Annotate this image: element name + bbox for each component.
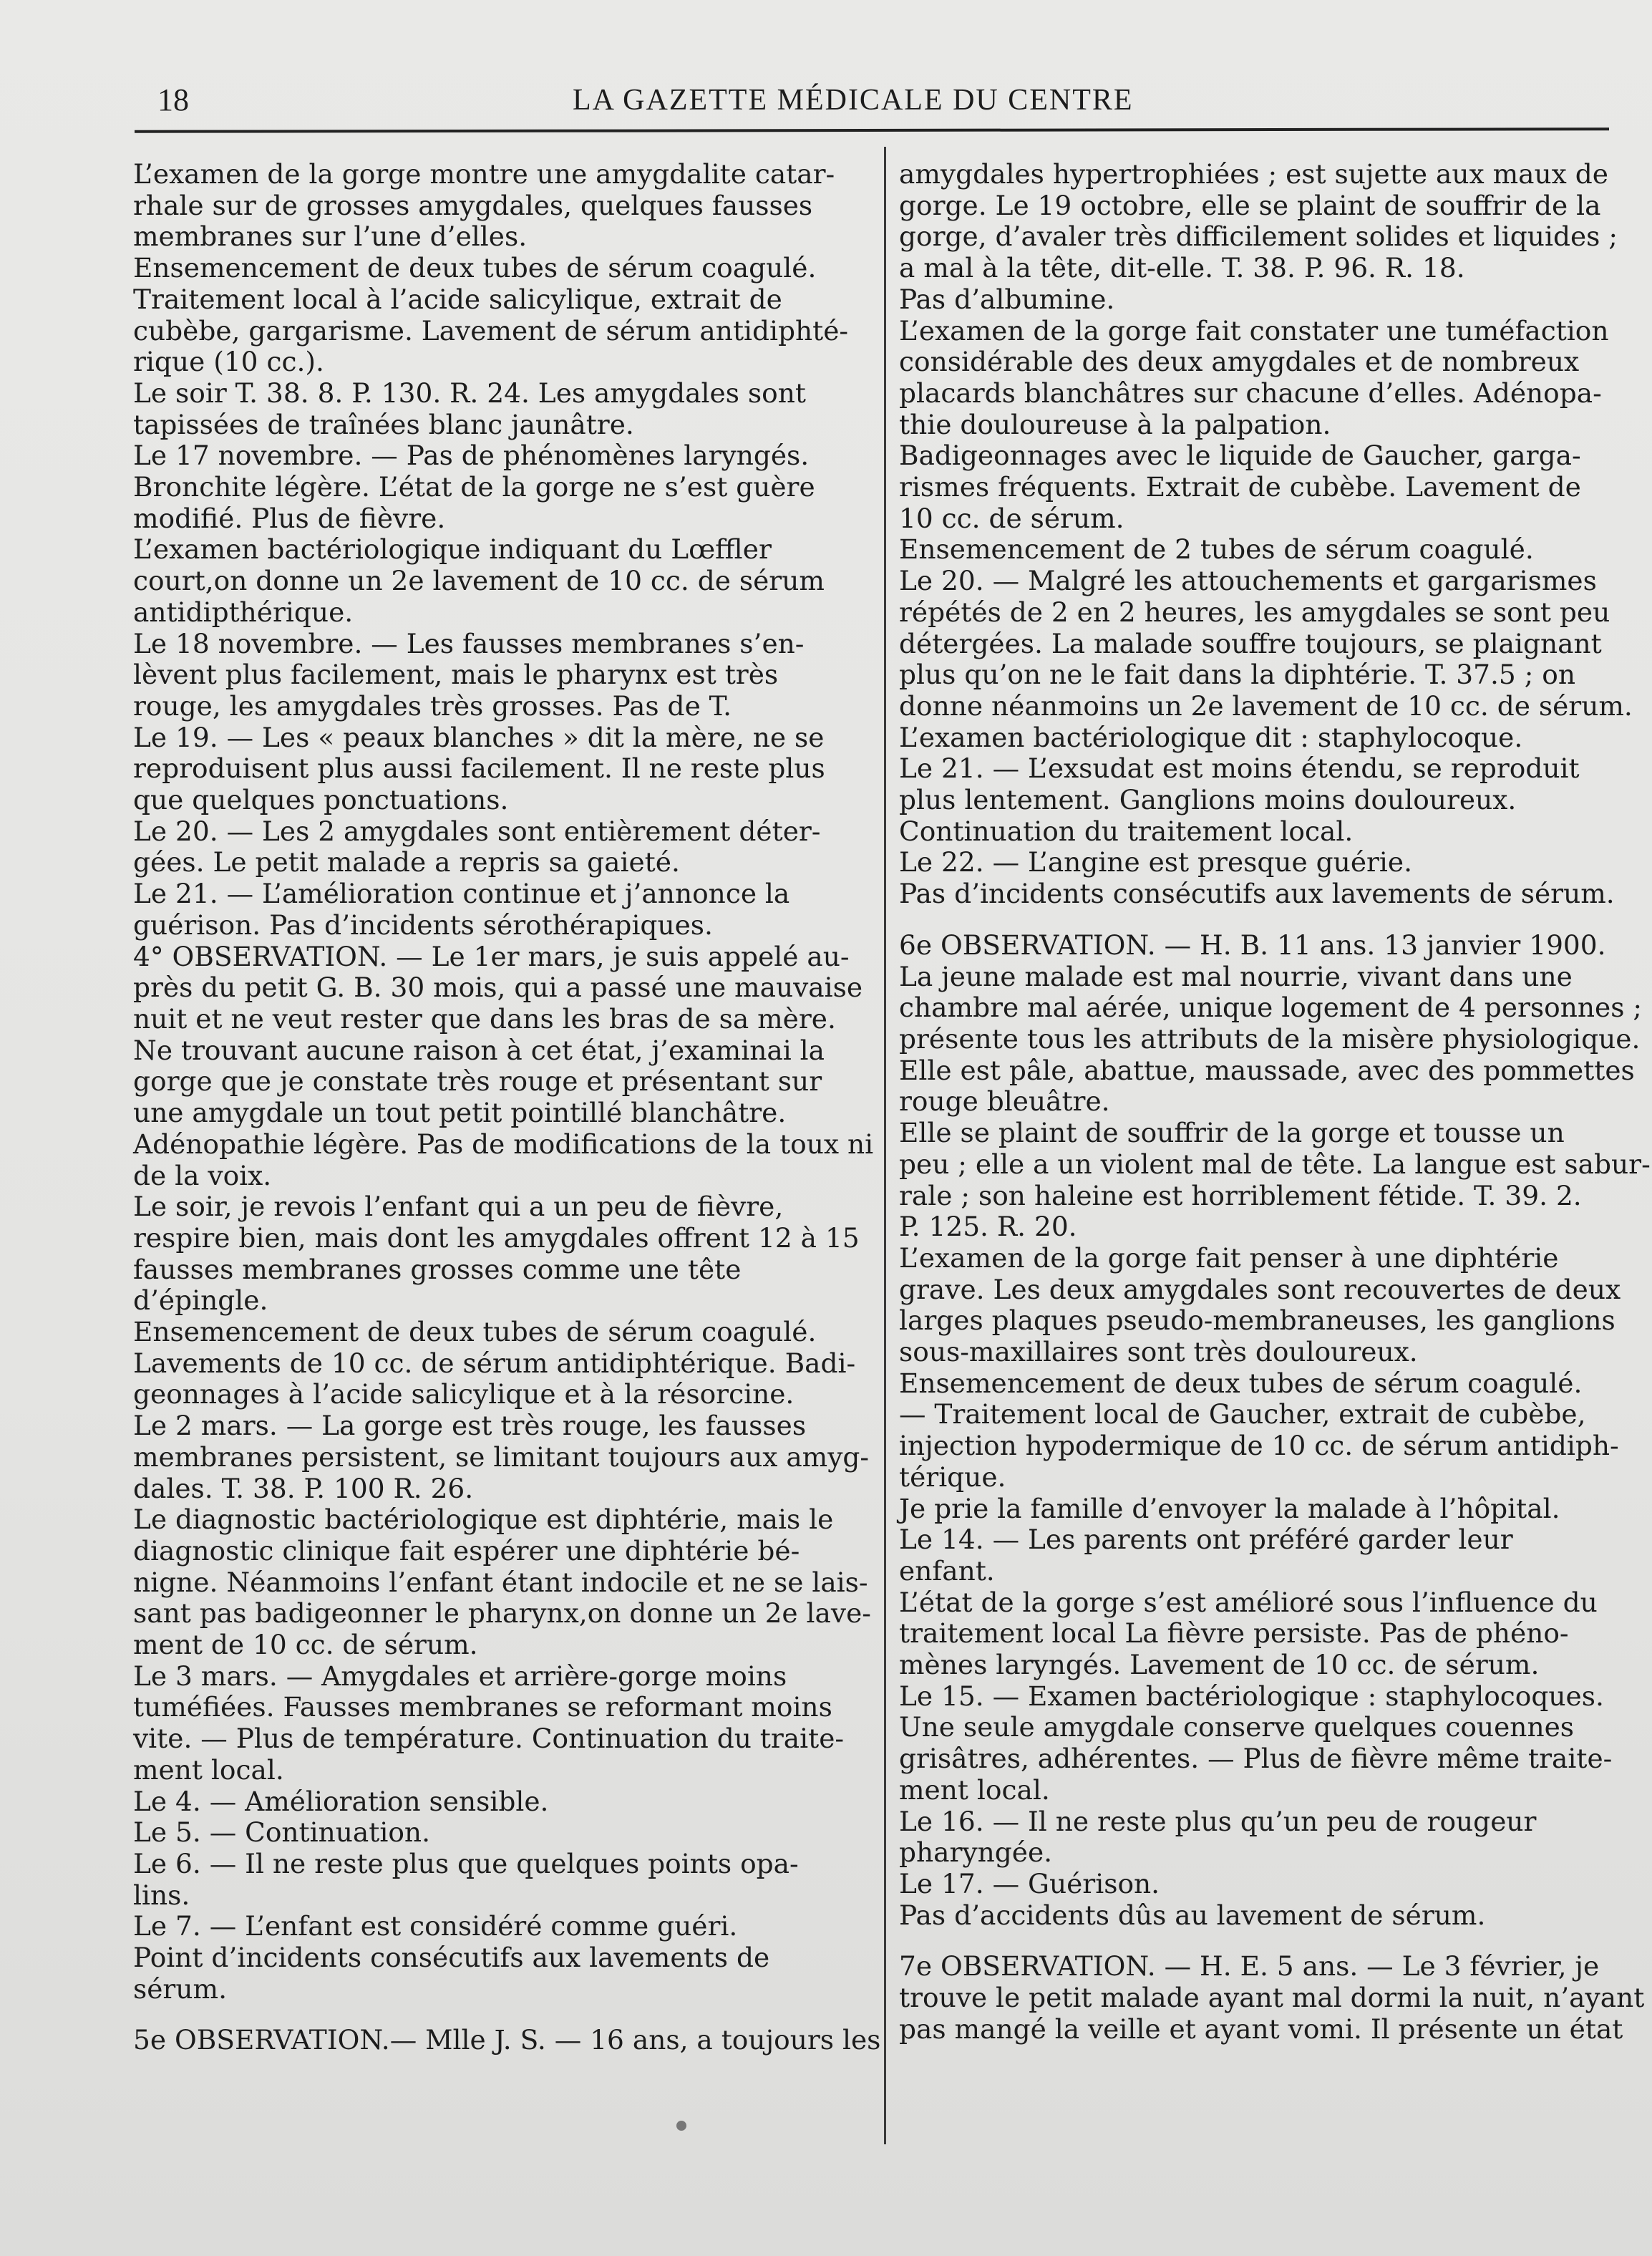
text-line: pharyngée.: [899, 1836, 1053, 1869]
text-line: respire bien, mais dont les amygdales offrent 12 à 15: [133, 1221, 860, 1254]
text-line: grisâtres, adhérentes. — Plus de fièvre même traite-: [899, 1743, 1613, 1775]
text-line: Badigeonnages avec le liquide de Gaucher, garga-: [899, 440, 1581, 472]
text-line: Je prie la famille d’envoyer la malade à l’hôpital.: [899, 1492, 1560, 1524]
text-line: injection hypodermique de 10 cc. de sérum antidiph-: [899, 1430, 1619, 1462]
text-line: fausses membranes grosses comme une tête: [133, 1253, 742, 1285]
text-line: traitement local La fièvre persiste. Pas de phéno-: [899, 1617, 1569, 1650]
page-number: 18: [157, 82, 189, 117]
text-line: Point d’incidents consécutifs aux lavements de: [133, 1942, 770, 1974]
text-line: peu ; elle a un violent mal de tête. La langue est sabur-: [899, 1148, 1651, 1180]
text-line: lins.: [133, 1879, 190, 1911]
text-line: Ensemencement de deux tubes de sérum coagulé.: [133, 252, 817, 284]
text-line: térique.: [899, 1461, 1006, 1493]
text-line: Continuation du traitement local.: [899, 815, 1354, 847]
text-line: pas mangé la veille et ayant vomi. Il présente un état: [899, 2013, 1623, 2045]
text-line: L’examen bactériologique indiquant du Lœffler: [133, 533, 772, 566]
text-line: vite. — Plus de température. Continuation du traite-: [133, 1723, 845, 1755]
text-line: donne néanmoins un 2e lavement de 10 cc. de sérum.: [899, 689, 1633, 722]
text-line: gorge que je constate très rouge et présentant sur: [133, 1065, 822, 1098]
text-line: Le 14. — Les parents ont préféré garder leur: [899, 1524, 1513, 1556]
ink-spot: [676, 2121, 686, 2131]
text-line: Le 6. — Il ne reste plus que quelques points opa-: [133, 1847, 799, 1879]
running-title: LA GAZETTE MÉDICALE DU CENTRE: [573, 84, 1134, 117]
text-line: diagnostic clinique fait espérer une diphtérie bé-: [133, 1534, 800, 1567]
text-line: rouge, les amygdales très grosses. Pas de T.: [133, 689, 732, 722]
text-line: — Traitement local de Gaucher, extrait de cubèbe,: [899, 1398, 1586, 1430]
text-line: Le 4. — Amélioration sensible.: [133, 1785, 549, 1817]
text-line: plus qu’on ne le fait dans la diphtérie. T. 37.5 ; on: [899, 659, 1575, 691]
text-line: nuit et ne veut rester que dans les bras de sa mère.: [133, 1002, 836, 1035]
text-line: tuméfiées. Fausses membranes se reformant moins: [133, 1691, 832, 1723]
text-line: a mal à la tête, dit-elle. T. 38. P. 96. R. 18.: [899, 252, 1465, 284]
text-line: Le 20. — Les 2 amygdales sont entièrement déter-: [133, 815, 821, 847]
text-line: détergées. La malade souffre toujours, se plaignant: [899, 627, 1602, 659]
text-line: gorge, d’avaler très difficilement solides et liquides ;: [899, 221, 1618, 253]
text-line: de la voix.: [133, 1159, 272, 1191]
text-line: que quelques ponctuations.: [133, 784, 509, 816]
text-line: Le 7. — L’enfant est considéré comme guéri.: [133, 1910, 738, 1942]
text-line: Le 5. — Continuation.: [133, 1816, 430, 1849]
text-line: La jeune malade est mal nourrie, vivant dans une: [899, 960, 1573, 992]
text-line: sant pas badigeonner le pharynx,on donne un 2e lave-: [133, 1597, 871, 1630]
text-line: ment de 10 cc. de sérum.: [133, 1629, 478, 1661]
text-line: près du petit G. B. 30 mois, qui a passé une mauvaise: [133, 972, 863, 1004]
text-line: guérison. Pas d’incidents sérothérapiques.: [133, 909, 713, 941]
text-line: Ne trouvant aucune raison à cet état, j’examinai la: [133, 1034, 825, 1066]
text-line: d’épingle.: [133, 1284, 268, 1317]
text-line: ment local.: [133, 1753, 284, 1786]
text-line: plus lentement. Ganglions moins douloureux.: [899, 784, 1517, 816]
right-column: [899, 158, 1651, 2045]
text-line: 6e OBSERVATION. — H. B. 11 ans. 13 janvier 1900.: [899, 929, 1606, 961]
page-header: [129, 77, 1603, 135]
text-line: grave. Les deux amygdales sont recouvertes de deux: [899, 1273, 1621, 1305]
text-line: Pas d’albumine.: [899, 283, 1115, 315]
text-line: Elle se plaint de souffrir de la gorge et tousse un: [899, 1117, 1565, 1149]
text-line: L’examen de la gorge fait penser à une diphtérie: [899, 1241, 1559, 1274]
text-line: dales. T. 38. P. 100 R. 26.: [133, 1472, 474, 1504]
text-line: lèvent plus facilement, mais le pharynx est très: [133, 659, 779, 691]
text-line: Une seule amygdale conserve quelques couennes: [899, 1711, 1575, 1743]
text-line: L’examen bactériologique dit : staphylocoque.: [899, 721, 1523, 753]
text-line: Le soir, je revois l’enfant qui a un peu de fièvre,: [133, 1191, 784, 1223]
text-line: 7e OBSERVATION. — H. E. 5 ans. — Le 3 février, je: [899, 1950, 1600, 1983]
text-line: Traitement local à l’acide salicylique, extrait de: [133, 283, 782, 315]
text-line: Le soir T. 38. 8. P. 130. R. 24. Les amygdales sont: [133, 377, 806, 409]
text-line: répétés de 2 en 2 heures, les amygdales se sont peu: [899, 596, 1610, 628]
text-line: trouve le petit malade ayant mal dormi la nuit, n’ayant: [899, 1982, 1645, 2014]
text-line: geonnages à l’acide salicylique et à la résorcine.: [133, 1378, 795, 1410]
text-line: considérable des deux amygdales et de nombreux: [899, 346, 1580, 378]
text-line: larges plaques pseudo-membraneuses, les ganglions: [899, 1304, 1615, 1337]
text-line: Le 19. — Les « peaux blanches » dit la mère, ne se: [133, 721, 825, 753]
text-line: Le 15. — Examen bactériologique : staphylocoques.: [899, 1680, 1604, 1712]
text-line: Adénopathie légère. Pas de modifications de la toux ni: [133, 1128, 874, 1160]
text-line: ment local.: [899, 1773, 1050, 1806]
text-line: membranes persistent, se limitant toujours aux amyg-: [133, 1441, 870, 1473]
text-line: court,on donne un 2e lavement de 10 cc. de sérum: [133, 565, 825, 597]
text-line: Lavements de 10 cc. de sérum antidiphtérique. Badi-: [133, 1347, 856, 1379]
text-line: Le 18 novembre. — Les fausses membranes s’en-: [133, 627, 805, 659]
text-line: rale ; son haleine est horriblement fétide. T. 39. 2.: [899, 1179, 1582, 1211]
text-line: enfant.: [899, 1554, 995, 1587]
text-line: amygdales hypertrophiées ; est sujette aux maux de: [899, 158, 1608, 190]
text-line: Le 17 novembre. — Pas de phénomènes laryngés.: [133, 440, 810, 472]
text-line: 4° OBSERVATION. — Le 1er mars, je suis appelé au-: [133, 940, 850, 972]
left-column: [133, 158, 881, 2056]
text-line: tapissées de traînées blanc jaunâtre.: [133, 408, 634, 440]
text-line: reproduisent plus aussi facilement. Il ne reste plus: [133, 752, 825, 785]
text-line: Le diagnostic bactériologique est diphtérie, mais le: [133, 1504, 834, 1536]
text-line: rouge bleuâtre.: [899, 1085, 1110, 1118]
text-line: Le 20. — Malgré les attouchements et gargarismes: [899, 565, 1597, 597]
text-line: L’examen de la gorge montre une amygdalite catar-: [133, 158, 835, 190]
text-line: cubèbe, gargarisme. Lavement de sérum antidiphté-: [133, 314, 849, 347]
text-line: Pas d’accidents dûs au lavement de sérum.: [899, 1899, 1486, 1931]
text-line: rismes fréquents. Extrait de cubèbe. Lavement de: [899, 471, 1581, 503]
text-line: nigne. Néanmoins l’enfant étant indocile et ne se lais-: [133, 1566, 868, 1598]
text-line: L’état de la gorge s’est amélioré sous l’influence du: [899, 1586, 1598, 1618]
text-line: placards blanchâtres sur chacune d’elles. Adénopa-: [899, 377, 1602, 409]
text-line: Pas d’incidents consécutifs aux lavements de sérum.: [899, 878, 1615, 910]
text-line: mènes laryngés. Lavement de 10 cc. de sérum.: [899, 1649, 1540, 1681]
text-line: P. 125. R. 20.: [899, 1211, 1077, 1243]
text-line: rique (10 cc.).: [133, 346, 324, 378]
text-line: gorge. Le 19 octobre, elle se plaint de souffrir de la: [899, 189, 1601, 221]
text-line: 5e OBSERVATION.— Mlle J. S. — 16 ans, a toujours les: [133, 2024, 881, 2056]
text-line: Ensemencement de deux tubes de sérum coagulé.: [133, 1316, 817, 1348]
text-line: rhale sur de grosses amygdales, quelques fausses: [133, 189, 813, 221]
text-line: Le 3 mars. — Amygdales et arrière-gorge moins: [133, 1660, 787, 1692]
text-line: Elle est pâle, abattue, maussade, avec des pommettes: [899, 1054, 1635, 1086]
text-line: Le 16. — Il ne reste plus qu’un peu de rougeur: [899, 1805, 1537, 1837]
text-line: Ensemencement de deux tubes de sérum coagulé.: [899, 1367, 1583, 1399]
text-line: sous-maxillaires sont très douloureux.: [899, 1336, 1418, 1368]
text-line: 10 cc. de sérum.: [899, 502, 1124, 534]
text-line: gées. Le petit malade a repris sa gaieté.: [133, 846, 680, 878]
text-line: Le 21. — L’exsudat est moins étendu, se reproduit: [899, 752, 1580, 785]
text-line: Ensemencement de 2 tubes de sérum coagulé.: [899, 533, 1534, 566]
text-line: modifié. Plus de fièvre.: [133, 502, 446, 534]
text-line: sérum.: [133, 1972, 227, 2005]
text-line: Le 21. — L’amélioration continue et j’annonce la: [133, 878, 790, 910]
column-divider: [884, 147, 886, 2144]
text-line: Le 17. — Guérison.: [899, 1867, 1160, 1899]
text-line: chambre mal aérée, unique logement de 4 personnes ;: [899, 992, 1643, 1024]
text-line: présente tous les attributs de la misère physiologique.: [899, 1022, 1641, 1055]
text-line: Bronchite légère. L’état de la gorge ne s’est guère: [133, 471, 815, 503]
text-line: Le 2 mars. — La gorge est très rouge, les fausses: [133, 1410, 807, 1442]
text-line: antidipthérique.: [133, 596, 354, 628]
text-line: thie douloureuse à la palpation.: [899, 408, 1331, 440]
text-line: membranes sur l’une d’elles.: [133, 221, 528, 253]
text-line: une amygdale un tout petit pointillé blanchâtre.: [133, 1097, 787, 1129]
text-line: L’examen de la gorge fait constater une tuméfaction: [899, 314, 1609, 347]
text-line: Le 22. — L’angine est presque guérie.: [899, 846, 1413, 878]
